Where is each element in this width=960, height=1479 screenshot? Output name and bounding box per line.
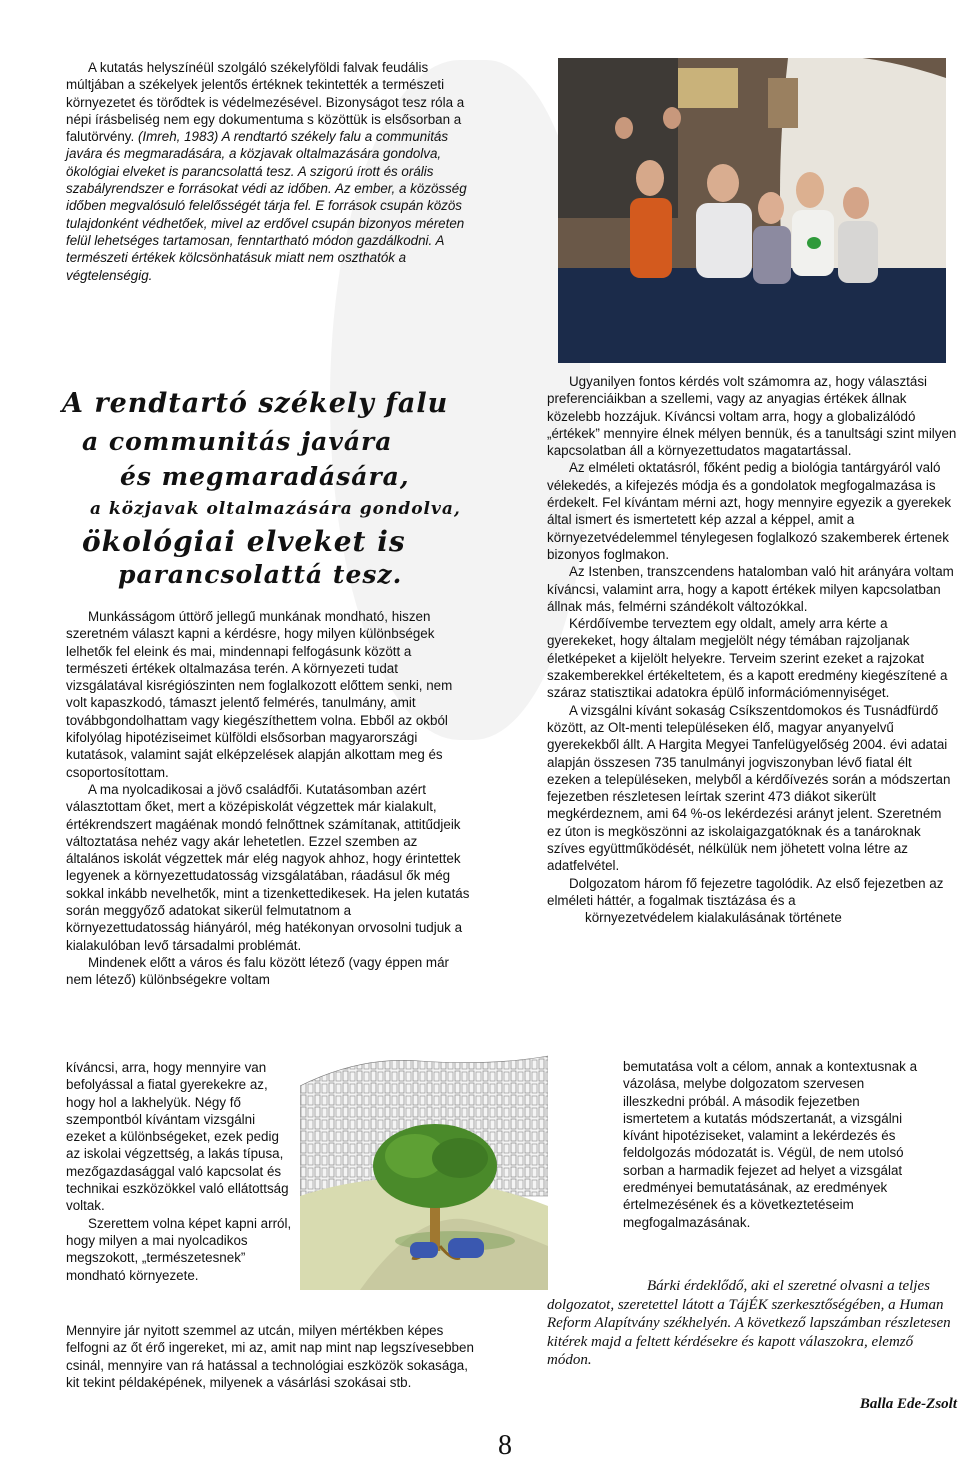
paragraph: Mindenek előtt a város és falu között létező (vagy éppen már nem létező) különbségekre voltam	[66, 954, 449, 988]
paragraph-continuation: környezetvédelem kialakulásának története	[585, 910, 842, 926]
paragraph: Kérdőívembe terveztem egy oldalt, amely arra kérte a gyerekeket, hogy általam megjelölt négy témában rajzoljanak életképeket a kijelölt helyekre. Terveim szerint ezeket a rajzokat szakemberekkel értékeltetem, és a kapott eredmény kiegészítené a száraz statisztikai adatokra épülő információmennyiséget.	[547, 616, 948, 701]
paragraph: bemutatása volt a célom, annak a kontextusnak a vázolása, melybe dolgozatom szervesen illeszkedni próbál. A második fejezetben ismertetem a kutatás módszertanát, a vizsgálni kívánt hipotéziseket, valamint a lekérdezés és feldolgozás módozatát is. Végül, de nem utolsó sorban a harmadik fejezet ad helyet a vizsgálat eredményei bemutatásának, az eredmények értelmezésének és a következtetéseim megfogalmazásának.	[623, 1059, 918, 1230]
group-photo	[558, 58, 946, 363]
paragraph: Az elméleti oktatásról, főként pedig a biológia tantárgyáról való vélekedés, a kifejezés módja és a gondolatok megfogalmazása is érdekelt. Fel kívántam mérni azt, hogy mennyire egyezik a gyerekek által ismert és ismertetett kép azzal a képpel, amit a környezetvédelemmel ténylegesen foglalkozó szakemberek értenek bizonyos foglmakon.	[547, 460, 952, 562]
paragraph: Dolgozatom három fő fejezetre tagolódik. Az első fejezetben az elméleti háttér, a fogalmak tisztázása és a	[547, 875, 944, 908]
page-number: 8	[498, 1430, 512, 1461]
left-column-body	[66, 608, 470, 989]
pull-quote-line: parancsolattá tesz.	[118, 560, 403, 589]
paragraph: Ugyanilyen fontos kérdés volt számomra az, hogy választási preferenciáikban a szellemi, vagy az anyagias értékek állnak közelebb hozzájuk. Kíváncsi voltam arra, hogy a globalizálódó „értékek” mennyire élnek mélyen bennük, és a tanultsági szint milyen kapcsolatban áll a környezettudatos magatartással.	[547, 374, 957, 459]
pull-quote	[60, 388, 480, 589]
author-signature: Balla Ede-Zsolt	[859, 1396, 957, 1412]
intro-italic-quote: (Imreh, 1983) A rendtartó székely falu a communitás javára és megmaradására, a közjavak oltalmazására gondolva, ökológiai elveket is parancsolattá tesz. A szigorú írott és orális szabályrendszer e forrásokat védi az időben. Az ember, a közösség időben megvalósuló felelősségét tárja fel. E források csupán közös tulajdonként védhetőek, mivel az erdővel csupán bizonyos méreten felül lehetséges tartamosan, fenntartható módon gazdálkodni. A természeti értékek kölcsönhatásuk miatt nem oszthatók a végtelenségig.	[66, 129, 467, 283]
pull-quote-line: és megmaradására,	[120, 462, 410, 491]
paragraph: Munkásságom úttörő jellegű munkának mondható, hiszen szeretném választ kapni a kérdésre, hogy milyen különbségek lelhetők fel eleink és mai, mindennapi felfogásunk között a természeti értékek oltalmazása terén. A környezeti tudat vizsgálatával kisrégiószinten nem foglalkozott előttem senki, nem volt kapaszkodó, támaszt jelentő felmérés, tanulmány, amit továbbgondolhattam vagy kiegészíthettem volna. Ebből az okból kifolyólag hipotéziseimet külföldi elsősorban magyarországi kutatások, valamint saját elképzelések alapján alkottam meg és csoportosítottam.	[66, 609, 453, 780]
paragraph: Mennyire jár nyitott szemmel az utcán, milyen mértékben képes felfogni az őt érő ingereket, mi az, amit nap mint nap legszívesebben csinál, mennyire van rá hatással a technológiai eszközök sokasága, kit tekint példaképének, milyenek a vásárlási szokásai stb.	[66, 1323, 474, 1390]
right-indented-text	[623, 1058, 923, 1231]
right-column-body	[547, 373, 957, 927]
paragraph: kíváncsi, arra, hogy mennyire van befolyással a fiatal gyerekekre az, hogy hol a lakhelyük. Négy fő szempontból kívántam vizsgálni ezeket a különbségeket, ezek pedig az iskolai végzettség, a lakás típusa, mezőgazdasággal való kapcsolat és technikai eszközökkel való ellátottság voltak.	[66, 1060, 289, 1214]
paragraph: Az Istenben, transzcendens hatalomban való hit arányára voltam kíváncsi, valamint arra, hogy a kapott értékek milyen kapcsolatban állnak más, felmérni szándékolt változókkal.	[547, 564, 954, 614]
paragraph: Szerettem volna képet kapni arról, hogy milyen a mai nyolcadikos megszokott, „természetesnek” mondható környezete.	[66, 1215, 292, 1283]
left-column-bottom	[66, 1322, 481, 1391]
left-wrapped-text	[66, 1059, 296, 1284]
paragraph: A vizsgálni kívánt sokaság Csíkszentdomokos és Tusnádfürdő között, az Olt-menti településeken élő, magyar anyanyelvű gyerekekből állt. A Hargita Megyei Tanfelügyelőség 2004. évi adatai alapján összesen 735 tanulmányi jogviszonyban lévő fiatal élt ezeken a településeken, melyből a kérdőívezés során a módszertan fejezetben részletesen leírtak szerint 473 diákot sikerült megkérdeznem, ami 64 %-os lekérdezési arányt jelent. Szeretném ez úton is megköszönni az iskolaigazgatóknak és a tanároknak szíves együttműködését, nélkülük nem jöhetett volna létre az adatfelvétel.	[547, 702, 951, 874]
closing-note	[547, 1277, 952, 1370]
intro-text: A kutatás helyszínéül szolgáló székelyföldi falvak feudális múltjában a székelyek jelentős értéknek tekintették a természeti környezetet és törődtek is védelmezésével. Bizonyságot tesz róla a népi írásbeliség nem egy dokumentuma s közöttük is elsősorban a falutörvény.	[66, 60, 465, 145]
pull-quote-line: a communitás javára	[82, 427, 393, 456]
pull-quote-line: ökológiai elveket is	[82, 525, 406, 558]
intro-paragraph	[66, 59, 478, 284]
closing-text: Bárki érdeklődő, aki el szeretné olvasni a teljes dolgozatot, szeretettel látott a TájÉK szerkesztőségében, a Human Reform Alapítvány székhelyén. A következő lapszámban részletesen kitérek majd a feltett kérdésekre és kapott válaszokra, elemző módon.	[547, 1278, 951, 1368]
pull-quote-line: a közjavak oltalmazására gondolva,	[90, 499, 461, 519]
tree-cartoon-illustration	[300, 1046, 548, 1290]
paragraph: A ma nyolcadikosai a jövő családfői. Kutatásomban azért választottam őket, mert a középiskolát végzettek már kialakult, értékrendszert magáénak mondó felnőttnek számítanak, attitűdjeik változtatása nehéz vagy akár lehetetlen. Ezzel szemben az általános iskolát végzettek már elég nagyok ahhoz, hogy érintettek legyenek a környezettudatosság vizsgálatában, ráadásul ők még sokkal inkább nevelhetők, mint a tizenkettedikesek. Ha jelen kutatás során meggyőző adatokat sikerül felmutatnom a környezettudatosság hiányáról, még hatékonyan orvosolni tudjuk a kialakulóban levő társadalmi problémát.	[66, 781, 470, 953]
pull-quote-line: A rendtartó székely falu	[62, 388, 449, 419]
